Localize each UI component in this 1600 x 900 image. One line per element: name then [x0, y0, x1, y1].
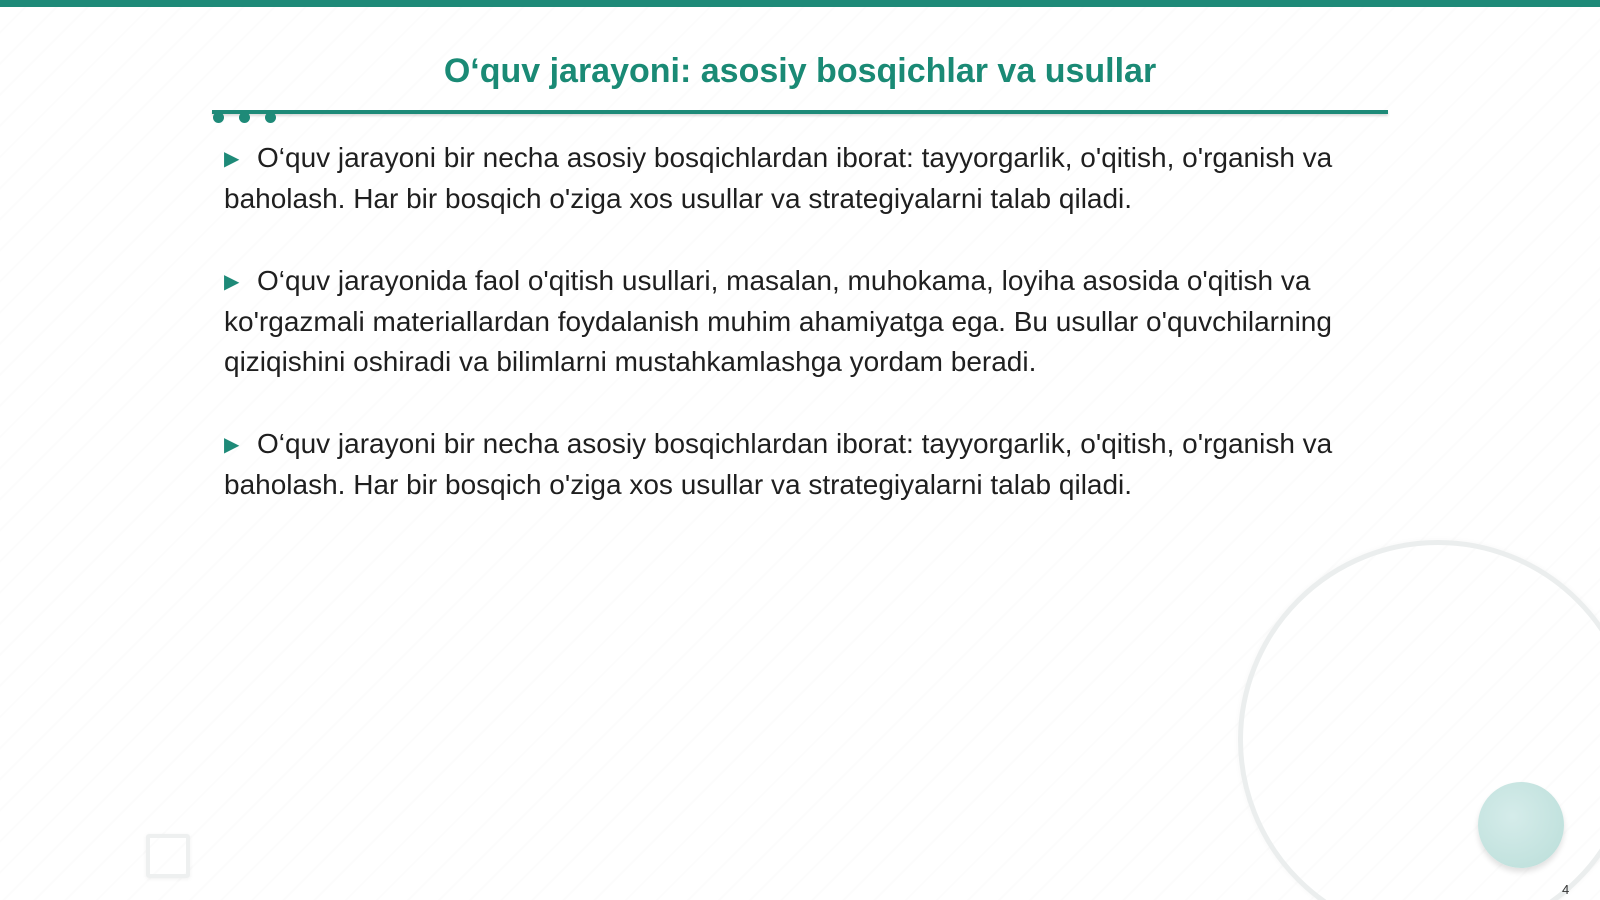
bullet-item: [224, 138, 1384, 219]
bullet-text: O‘quv jarayoni bir necha asosiy bosqichlardan iborat: tayyorgarlik, o'qitish, o'rganish va baholash. Har bir bosqich o'ziga xos usullar va strategiyalarni talab qiladi.: [224, 428, 1333, 500]
page-number: 4: [1562, 882, 1570, 897]
triangle-right-icon: ▶: [224, 148, 240, 170]
decorative-circle: [1478, 782, 1564, 868]
bullet-text: O‘quv jarayoni bir necha asosiy bosqichlardan iborat: tayyorgarlik, o'qitish, o'rganish va baholash. Har bir bosqich o'ziga xos usullar va strategiyalarni talab qiladi.: [224, 142, 1333, 214]
divider-dot: [239, 112, 250, 123]
bullet-item: [224, 261, 1384, 382]
title-divider: [212, 110, 1388, 114]
bullet-item: [224, 424, 1384, 505]
bullet-list: [224, 138, 1384, 547]
triangle-right-icon: ▶: [224, 434, 240, 456]
decorative-square: [146, 834, 190, 878]
top-accent-bar: [0, 0, 1600, 7]
triangle-right-icon: ▶: [224, 271, 240, 293]
bullet-text: O‘quv jarayonida faol o'qitish usullari, masalan, muhokama, loyiha asosida o'qitish va ko'rgazmali materiallardan foydalanish muhim ahamiyatga ega. Bu usullar o'quvchilarning qiziqishini oshiradi va bilimlarni mustahkamlashga yordam beradi.: [224, 265, 1332, 377]
slide-title: O‘quv jarayoni: asosiy bosqichlar va usullar: [443, 52, 1157, 90]
divider-dot: [213, 112, 224, 123]
divider-dot: [265, 112, 276, 123]
